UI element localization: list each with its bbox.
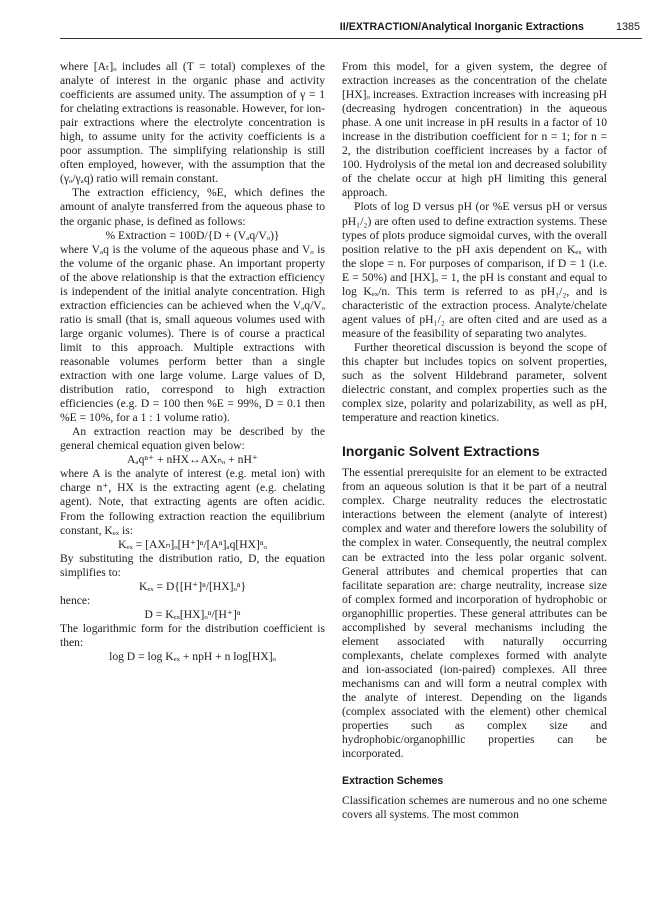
right-column: [342, 60, 607, 822]
paragraph: where [Aₜ]ₒ includes all (T = total) complexes of the analyte of interest in the organic phase and activity coefficients are assumed unity. The assumption of γ = 1 for chelating extractions is reasonable. However, for ion-pair extractions where the electrolyte concentration is high, to assume unity for the activity coefficients is a poor assumption. The simplifying relationship is still often employed, however, with the assumption that the (γₒ/γₐq) ratio will remain constant.: [60, 60, 325, 186]
paragraph: Further theoretical discussion is beyond the scope of this chapter but includes topics on solvent properties, such as the solvent Hildebrand parameter, solvent dielectric constant, and complex properties such as the complex size, polarity and polarizability, as well as pH, temperature and reaction kinetics.: [342, 340, 607, 425]
equation-simplified: Kₑₓ = D{[H⁺]ⁿ/[HX]ₒⁿ}: [138, 579, 247, 593]
page-number: 1385: [615, 21, 640, 33]
subsection-heading: Extraction Schemes: [342, 775, 444, 788]
paragraph: The essential prerequisite for an element to be extracted from an aqueous solution is that it be part of a neutral complex. Charge neutrality reduces the electrostatic interactions between the element (analyte of interest) complex and water and therefore lowers the solubility of the complex in water. Consequently, the neutral complex can be extracted into the less polar organic solvent. General attributes and chemical properties that can facilitate separation are: charge neutrality, increase size of complex formed and incorporation of hydrophobic or organophillic properties. These general attributes can be accomplished by several mechanisms including the element associated with naturally occurring complexants, chelate complexes formed with analyte and ion-associated (ion-paired) complexes. All three mechanisms can and will form a neutral complex with the analyte of interest. Depending on the ligands (complex associated with the element) other chemical properties such as complex size and hydrophobic/organophillic properties can be incorporated.: [342, 466, 607, 761]
section-heading: Inorganic Solvent Extractions: [342, 443, 540, 460]
left-column: [60, 60, 325, 664]
paragraph: From this model, for a given system, the degree of extraction increases as the concentration of the chelate [HX]ₒ increases. Extraction increases with increasing pH (decreasing hydrogen concentration) in the aqueous phase. A one unit increase in pH results in a factor of 10 increase in the distribution coefficient for n = 1; for n = 2, the distribution coefficient increases by a factor of 100. Hydrolysis of the metal ion and decreased solubility of the chelate occur at high pH limiting this general approach.: [342, 60, 607, 200]
paragraph: The logarithmic form for the distribution coefficient is then:: [60, 621, 325, 649]
running-header: [60, 20, 642, 39]
paragraph: An extraction reaction may be described by the general chemical equation given below:: [60, 425, 325, 453]
paragraph: Plots of log D versus pH (or %E versus pH or versus pH₁/₂) are often used to define extraction systems. These types of plots produce sigmoidal curves, with the overall position relative to the pH axis dependent on Kₑₓ with the slope = n. For purposes of comparison, if D = 1 (i.e. E = 50%) and [HX]ₒ = 1, the pH is constant and equal to log Kₑₓ/n. This term is referred to as pH₁/₂, and is characteristic of the extraction process. Analyte/chelate agent values of pH₁/₂ are often cited and are used as a measure of the feasibility of separating two analytes.: [342, 200, 607, 340]
paragraph: The extraction efficiency, %E, which defines the amount of analyte transferred from the aqueous phase to the organic phase, is defined as follows:: [60, 186, 325, 228]
equation-equilibrium-constant: Kₑₓ = [AXₙ]ₒ[H⁺]ⁿ/[Aⁿ]ₐq[HX]ⁿₒ: [118, 537, 267, 551]
equation-extraction-efficiency: % Extraction = 100D/{D + (Vₐq/Vₒ)}: [105, 228, 280, 242]
paragraph: hence:: [60, 593, 91, 607]
equation-extraction-reaction: Aₐqⁿ⁺ + nHX↔AXₙₒ + nH⁺: [127, 453, 258, 467]
paragraph: By substituting the distribution ratio, D, the equation simplifies to:: [60, 551, 325, 579]
running-header-title: II/EXTRACTION/Analytical Inorganic Extractions: [339, 21, 584, 33]
paragraph: Classification schemes are numerous and no one scheme covers all systems. The most common: [342, 794, 607, 822]
equation-logarithmic-form: log D = log Kₑₓ + npH + n log[HX]ₒ: [109, 649, 276, 663]
equation-distribution-ratio: D = Kₑₓ[HX]ₒⁿ/[H⁺]ⁿ: [144, 607, 241, 621]
paragraph: where Vₐq is the volume of the aqueous phase and Vₒ is the volume of the organic phase. An important property of the above relationship is that the extraction efficiency is independent of the initial analyte concentration. High extraction efficiencies can be achieved when the Vₐq/Vₒ ratio is small (that is, small aqueous volumes used with large organic volumes). There is of course a practical limit to this approach. Multiple extractions with reasonable volumes perform better than a single extraction with one large volume. Large values of D, distribution ratio, correspond to high extraction efficiencies (e.g. D = 100 then %E = 99%, D = 0.1 then %E = 10%, for a 1 : 1 volume ratio).: [60, 242, 325, 425]
paragraph: where A is the analyte of interest (e.g. metal ion) with charge n⁺, HX is the extracting agent (e.g. chelating agent). Note, that extracting agents are often acidic. From the following extraction reaction the equilibrium constant, Kₑₓ is:: [60, 467, 325, 537]
